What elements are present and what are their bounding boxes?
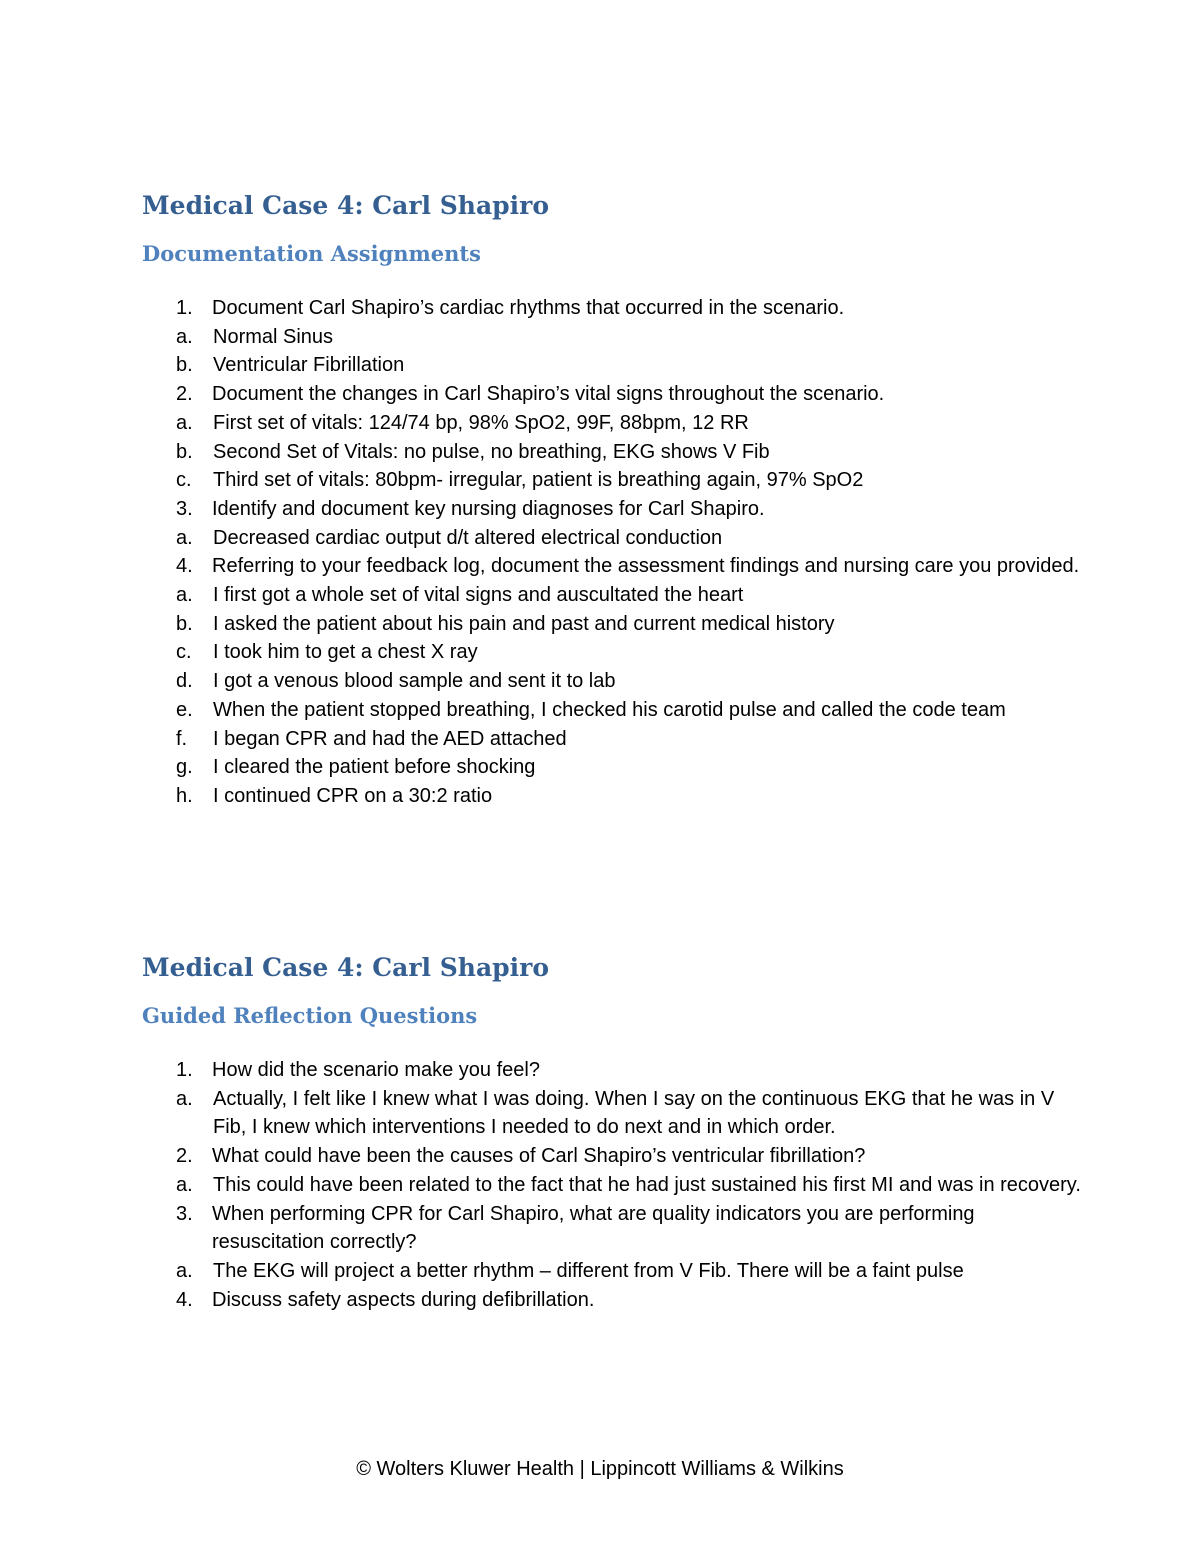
list-item	[142, 495, 1082, 524]
sub-list-text: Normal Sinus	[213, 325, 334, 348]
sub-list-text: I cleared the patient before shocking	[213, 756, 536, 779]
sub-list-item	[142, 610, 1082, 639]
sub-list-letter: d.	[176, 670, 193, 693]
list-number: 1.	[176, 1059, 193, 1081]
sub-list-item	[142, 323, 1082, 352]
list-item	[142, 1142, 1082, 1171]
sub-list	[142, 323, 1082, 380]
sub-list-letter: a.	[176, 584, 193, 607]
sub-list-item	[142, 753, 1082, 782]
list-item-text: Identify and document key nursing diagnoses for Carl Shapiro.	[212, 497, 765, 520]
list-item	[142, 1200, 1082, 1257]
sub-list-text: I took him to get a chest X ray	[213, 641, 478, 664]
sub-list-text: Second Set of Vitals: no pulse, no breathing, EKG shows V Fib	[213, 440, 770, 463]
list-item	[142, 1286, 1082, 1315]
sub-list-letter: a.	[176, 411, 193, 434]
list-number: 1.	[176, 297, 193, 319]
list-item-text: Document the changes in Carl Shapiro’s vital signs throughout the scenario.	[212, 383, 885, 406]
list-number: 2.	[176, 383, 193, 406]
sub-list-letter: c.	[176, 641, 192, 664]
list-number: 4.	[176, 1288, 193, 1311]
sub-list-text: Decreased cardiac output d/t altered electrical conduction	[213, 526, 723, 549]
sub-list-item	[142, 1257, 1082, 1286]
sub-list-item	[142, 667, 1082, 696]
sub-list-letter: a.	[176, 325, 193, 348]
sub-list-text: Third set of vitals: 80bpm- irregular, patient is breathing again, 97% SpO2	[213, 469, 864, 492]
list-item	[142, 552, 1082, 581]
sub-list-letter: c.	[176, 469, 192, 492]
sub-list-item	[142, 466, 1082, 495]
sub-list	[142, 1171, 1082, 1200]
sub-list-letter: h.	[176, 784, 193, 807]
list-item-text: Discuss safety aspects during defibrillation.	[212, 1288, 595, 1311]
list-item-text: Referring to your feedback log, document the assessment findings and nursing care you provided.	[212, 555, 1080, 578]
sub-list-letter: b.	[176, 612, 193, 635]
sub-list-item	[142, 782, 1082, 811]
sub-list-letter: a.	[176, 526, 193, 549]
guided-reflection-section	[142, 950, 1082, 1314]
list-item-text: How did the scenario make you feel?	[212, 1059, 540, 1081]
sub-list-letter: a.	[176, 1173, 193, 1196]
sub-list-item	[142, 581, 1082, 610]
section-title: Medical Case 4: Carl Shapiro	[142, 191, 550, 220]
sub-list-letter: a.	[176, 1087, 193, 1110]
sub-list-item	[142, 351, 1082, 380]
sub-list-letter: e.	[176, 698, 193, 721]
sub-list-item	[142, 1171, 1082, 1200]
question-list	[142, 1056, 1082, 1314]
sub-list-letter: g.	[176, 756, 193, 779]
sub-list-text: This could have been related to the fact that he had just sustained his first MI and was in recovery.	[213, 1173, 1081, 1196]
documentation-assignments-section	[142, 188, 1082, 811]
sub-list-letter: a.	[176, 1259, 193, 1282]
assignment-list	[142, 294, 1082, 811]
sub-list	[142, 581, 1082, 811]
sub-list-text: When the patient stopped breathing, I checked his carotid pulse and called the code team	[213, 698, 1006, 721]
list-item	[142, 1056, 1082, 1085]
sub-list-text: First set of vitals: 124/74 bp, 98% SpO2, 99F, 88bpm, 12 RR	[213, 411, 749, 434]
sub-list	[142, 409, 1082, 495]
sub-list-letter: b.	[176, 354, 193, 377]
sub-list	[142, 1085, 1082, 1142]
list-item-text: What could have been the causes of Carl Shapiro’s ventricular fibrillation?	[212, 1145, 866, 1168]
list-item-text: Document Carl Shapiro’s cardiac rhythms that occurred in the scenario.	[212, 297, 845, 319]
list-number: 4.	[176, 555, 193, 578]
sub-list-letter: b.	[176, 440, 193, 463]
sub-list-item	[142, 638, 1082, 667]
sub-list-text: Ventricular Fibrillation	[213, 354, 405, 377]
sub-list-text: I first got a whole set of vital signs and auscultated the heart	[213, 584, 744, 607]
sub-list-text: I asked the patient about his pain and past and current medical history	[213, 612, 835, 635]
list-number: 3.	[176, 497, 193, 520]
list-item	[142, 380, 1082, 409]
section-subtitle: Documentation Assignments	[142, 241, 481, 266]
copyright-footer: © Wolters Kluwer Health | Lippincott Williams & Wilkins	[356, 1458, 844, 1480]
sub-list-letter: f.	[176, 727, 188, 750]
sub-list	[142, 1257, 1082, 1286]
sub-list	[142, 524, 1082, 553]
list-number: 3.	[176, 1202, 193, 1225]
sub-list-item	[142, 409, 1082, 438]
sub-list-text: Actually, I felt like I knew what I was doing. When I say on the continuous EKG that he was in V Fib, I knew which interventions I needed to do next and in which order.	[213, 1087, 1055, 1139]
sub-list-item	[142, 725, 1082, 754]
list-item-text: When performing CPR for Carl Shapiro, what are quality indicators you are performing resuscitation correctly?	[212, 1202, 975, 1254]
section-subtitle: Guided Reflection Questions	[142, 1003, 478, 1028]
section-title: Medical Case 4: Carl Shapiro	[142, 953, 550, 982]
sub-list-item	[142, 438, 1082, 467]
sub-list-text: I got a venous blood sample and sent it to lab	[213, 670, 616, 693]
sub-list-item	[142, 1085, 1082, 1142]
sub-list-text: I began CPR and had the AED attached	[213, 727, 567, 750]
sub-list-text: The EKG will project a better rhythm – different from V Fib. There will be a faint pulse	[213, 1259, 964, 1282]
sub-list-text: I continued CPR on a 30:2 ratio	[213, 784, 493, 807]
list-number: 2.	[176, 1145, 193, 1168]
list-item	[142, 294, 1082, 323]
sub-list-item	[142, 524, 1082, 553]
sub-list-item	[142, 696, 1082, 725]
